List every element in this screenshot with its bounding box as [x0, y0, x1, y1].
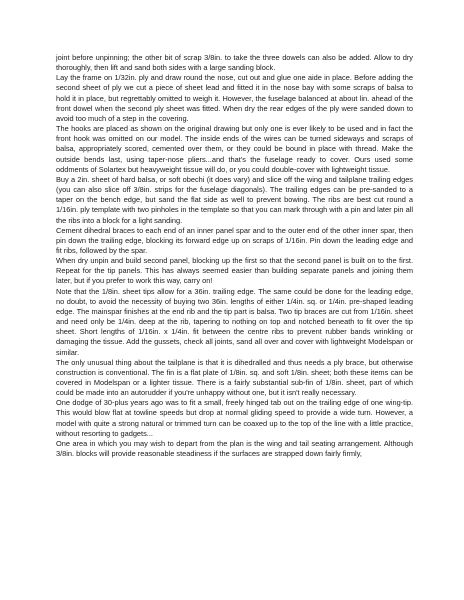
- paragraph: joint before unpinning; the other bit of scrap 3/8in. to take the three dowels can also be added. Allow to dry thoroughly, then lift and sand both sides with a large sanding block.: [56, 53, 413, 73]
- paragraph: Buy a 2in. sheet of hard balsa, or soft obechi (it does vary) and slice off the wing and tailplane trailing edges (you can also slice off 3/8in. strips for the fuselage diagonals). The trailing edges can be pre-sanded to a taper on the bench edge, but sand the flat side as well to prevent bowing. The ribs are best cut round a 1/16in. ply template with two pinholes in the template so that you can mark through with a pin and later pin all the ribs into a block for a light sanding.: [56, 174, 413, 225]
- paragraph: Note that the 1/8in. sheet tips allow for a 36in. trailing edge. The same could be done for the leading edge, no doubt, to avoid the necessity of buying two 36in. lengths of either 1/4in. sq. or 1/4in. pre-shaped leading edge. The mainspar finishes at the end rib and the tip part is balsa. Two tip braces are cut from 1/16in. sheet and need only be 1/4in. deep at the rib, tapering to nothing on top and notched beneath to fit over the tip sheet. Short lengths of 1/16in. x 1/4in. fit between the centre ribs to prevent rubber bands wrinkling or damaging the tissue. Add the gussets, check all joints, sand all over and cover with lightweight Modelspan or similar.: [56, 286, 413, 357]
- paragraph: Cement dihedral braces to each end of an inner panel spar and to the outer end of the other inner spar, then pin down the trailing edge, blocking its forward edge up on scraps of 1/16in. Pin down the leading edge and fit ribs, followed by the spar.: [56, 225, 413, 255]
- paragraph: The only unusual thing about the tailplane is that it is dihedralled and thus needs a ply brace, but otherwise construction is conventional. The fin is a flat plate of 1/8in. sq. and soft 1/8in. sheet; both these items can be covered in Modelspan or a lighter tissue. There is a fairly substantial sub-fin of 1/8in. sheet, part of which could be made into an autorudder if you're unhappy without one, but it isn't really necessary.: [56, 357, 413, 398]
- paragraph: One area in which you may wish to depart from the plan is the wing and tail seating arrangement. Although 3/8in. blocks will provide reasonable steadiness if the surfaces are strapped down fairly firmly,: [56, 438, 413, 459]
- paragraph: One dodge of 30-plus years ago was to fit a small, freely hinged tab out on the trailing edge of one wing-tip. This would blow flat at towline speeds but drop at normal gliding speed to provide a wide turn. However, a model with quite a strong natural or trimmed turn can be coaxed up to the top of the line with a little practice, without resorting to gadgets...: [56, 398, 413, 438]
- paragraph: The hooks are placed as shown on the original drawing but only one is ever likely to be used and in fact the front hook was omitted on our model. The inside ends of the wires can be turned sideways and scraps of balsa, appropriately scored, cemented over them, or they could be bound in place with thread. Make the outside bends last, using taper-nose pliers...and that's the fuselage ready to cover. Ours used some oddments of Solartex but heavyweight tissue will do, or you could double-cover with lightweight tissue.: [56, 124, 413, 174]
- paragraph: Lay the frame on 1/32in. ply and draw round the nose, cut out and glue one aide in place. Before adding the second sheet of ply we cut a piece of sheet lead and fitted it in the nose bay with some scraps of balsa to hold it in place, but regrettably omitted to weigh it. However, the fuselage balanced at about lin. ahead of the front dowel when the second ply sheet was fitted. When dry the rear edges of the ply were sanded down to avoid too much of a step in the covering.: [56, 73, 413, 123]
- document-page: [56, 53, 413, 459]
- paragraph: When dry unpin and build second panel, blocking up the first so that the second panel is built on to the first. Repeat for the tip panels. This has always seemed easier than building separate panels and joining them later, but if you prefer to work this way, carry on!: [56, 256, 413, 286]
